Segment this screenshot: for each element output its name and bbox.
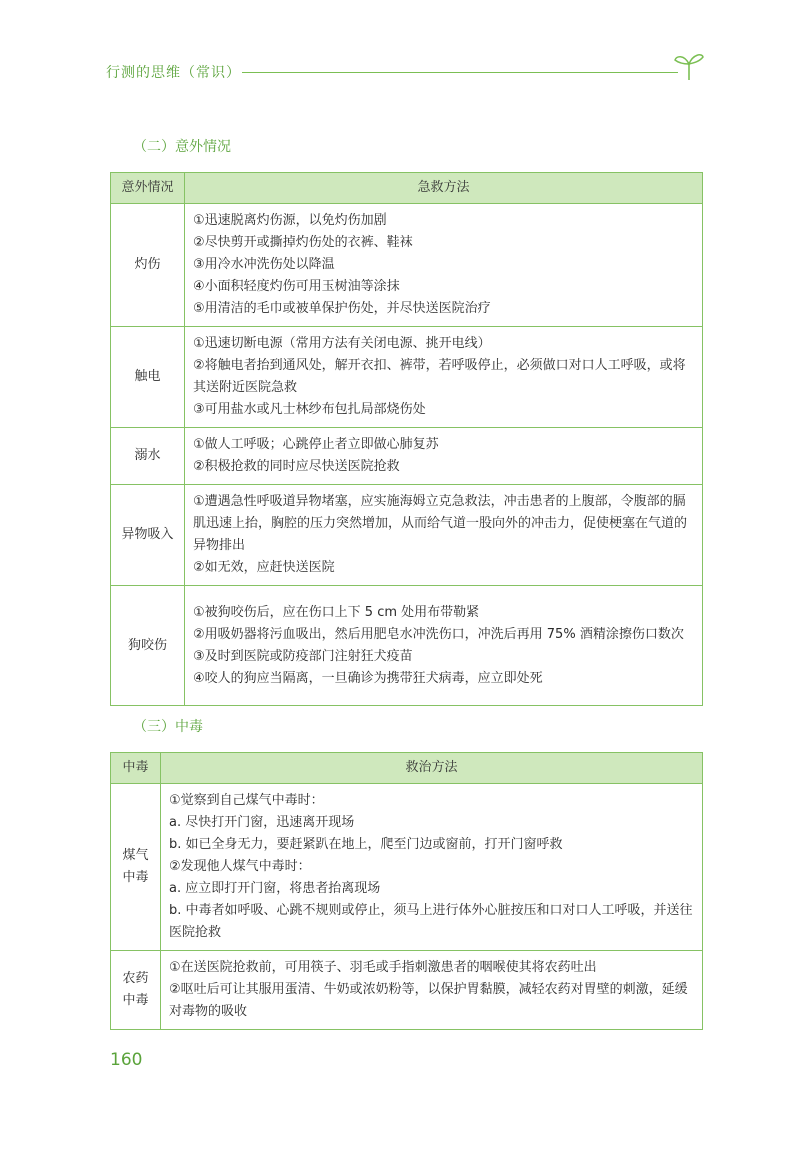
sprout-icon: [672, 50, 706, 82]
row-category: [111, 951, 161, 1030]
accident-first-aid-table: [110, 172, 703, 706]
method-line: ①遭遇急性呼吸道异物堵塞，应实施海姆立克急救法，冲击患者的上腹部，令腹部的膈肌迅速上抬，胸腔的压力突然增加，从而给气道一股向外的冲击力，促使梗塞在气道的异物排出: [193, 494, 688, 553]
method-line: ④咬人的狗应当隔离，一旦确诊为携带狂犬病毒，应立即处死: [193, 670, 543, 686]
column-header-situation: 意外情况: [111, 173, 185, 204]
method-line: b. 如已全身无力，要赶紧趴在地上，爬至门边或窗前，打开门窗呼救: [169, 837, 563, 852]
row-category: 溺水: [111, 428, 185, 485]
category-line: 农药: [122, 971, 149, 986]
method-line: ②尽快剪开或撕掉灼伤处的衣裤、鞋袜: [193, 235, 413, 250]
method-line: ③可用盐水或凡士林纱布包扎局部烧伤处: [193, 402, 426, 417]
header-rule: [242, 72, 678, 73]
method-line: ②发现他人煤气中毒时：: [169, 859, 311, 874]
method-line: ①迅速脱离灼伤源，以免灼伤加剧: [193, 213, 387, 228]
row-methods: [161, 951, 703, 1030]
row-category: 灼伤: [111, 204, 185, 327]
method-line: ①迅速切断电源（常用方法有关闭电源、挑开电线）: [193, 336, 491, 351]
table-row: [111, 204, 703, 327]
row-category: 触电: [111, 327, 185, 428]
table-row: [111, 485, 703, 586]
method-line: a. 应立即打开门窗，将患者抬离现场: [169, 881, 381, 896]
method-line: b. 中毒者如呼吸、心跳不规则或停止，须马上进行体外心脏按压和口对口人工呼吸，并送往医院抢救: [169, 903, 693, 940]
method-line: ②积极抢救的同时应尽快送医院抢救: [193, 459, 400, 474]
section-heading-poisoning: （三）中毒: [133, 719, 203, 735]
row-methods: [185, 204, 703, 327]
method-line: ④小面积轻度灼伤可用玉树油等涂抹: [193, 279, 400, 294]
row-category: 狗咬伤: [111, 586, 185, 706]
table-header-row: [111, 753, 703, 784]
category-line: 中毒: [122, 870, 149, 885]
page-number: 160: [110, 1050, 143, 1070]
row-category: 异物吸入: [111, 485, 185, 586]
category-line: 煤气: [122, 848, 149, 863]
method-line: ⑤用清洁的毛巾或被单保护伤处，并尽快送医院治疗: [193, 301, 491, 316]
table-row: [111, 586, 703, 706]
method-line: ①做人工呼吸；心跳停止者立即做心肺复苏: [193, 437, 439, 452]
category-line: 中毒: [122, 993, 149, 1008]
row-methods: [185, 428, 703, 485]
table-row: [111, 951, 703, 1030]
column-header-poisoning: 中毒: [111, 753, 161, 784]
table-row: [111, 428, 703, 485]
method-line: ①在送医院抢救前，可用筷子、羽毛或手指刺激患者的咽喉使其将农药吐出: [169, 960, 597, 975]
section-heading-accidents: （二）意外情况: [133, 139, 231, 155]
method-line: ②如无效，应赶快送医院: [193, 560, 335, 575]
method-line: a. 尽快打开门窗，迅速离开现场: [169, 815, 355, 830]
column-header-treatment: 救治方法: [161, 753, 703, 784]
row-methods: [185, 485, 703, 586]
row-methods: [161, 784, 703, 951]
row-methods: [185, 586, 703, 706]
table-row: [111, 327, 703, 428]
method-line: ③及时到医院或防疫部门注射狂犬疫苗: [193, 648, 413, 664]
method-line: ②呕吐后可让其服用蛋清、牛奶或浓奶粉等，以保护胃黏膜，减轻农药对胃壁的刺激，延缓对毒物的吸收: [169, 982, 688, 1019]
table-row: [111, 784, 703, 951]
method-line: ②将触电者抬到通风处，解开衣扣、裤带，若呼吸停止，必须做口对口人工呼吸，或将其送附近医院急救: [193, 358, 686, 395]
poisoning-treatment-table: [110, 752, 703, 1030]
method-line: ①被狗咬伤后，应在伤口上下 5 cm 处用布带勒紧: [193, 604, 480, 620]
method-line: ③用冷水冲洗伤处以降温: [193, 257, 335, 272]
method-line: ①觉察到自己煤气中毒时：: [169, 793, 324, 808]
column-header-method: 急救方法: [185, 173, 703, 204]
row-category: [111, 784, 161, 951]
running-header: [106, 56, 706, 90]
row-methods: [185, 327, 703, 428]
method-line: ②用吸奶器将污血吸出，然后用肥皂水冲洗伤口，冲洗后再用 75% 酒精涂擦伤口数次: [193, 626, 684, 642]
table-header-row: [111, 173, 703, 204]
header-title: 行测的思维（常识）: [106, 65, 241, 81]
